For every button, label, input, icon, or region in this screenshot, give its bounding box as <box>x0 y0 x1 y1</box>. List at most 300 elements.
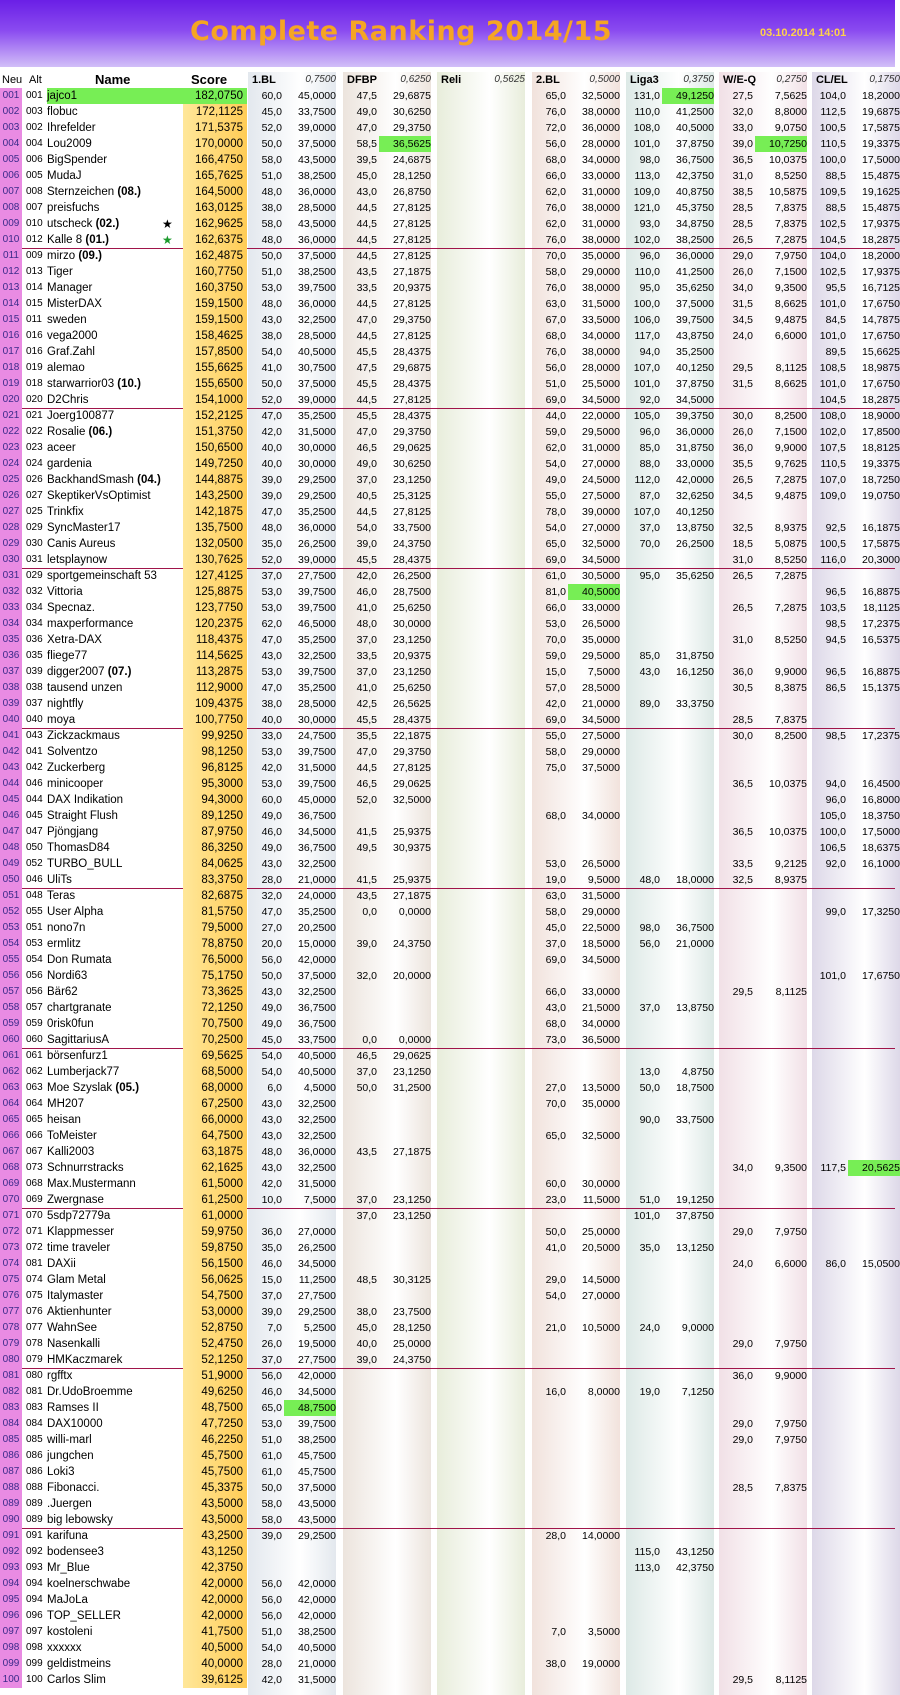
bl1-weighted: 19,5000 <box>298 1338 336 1350</box>
clel-weighted <box>848 648 900 664</box>
clel-points <box>812 1544 846 1560</box>
weq-weighted <box>755 1096 807 1112</box>
table-row <box>0 1336 895 1352</box>
weq-weighted: 7,5625 <box>774 90 807 102</box>
total-score: 165,7625 <box>183 168 247 184</box>
dfbp-points: 52,0 <box>356 794 377 806</box>
header-reli-label: Reli <box>441 74 462 86</box>
reli-weighted <box>473 280 525 296</box>
reli-weighted <box>473 1528 525 1544</box>
bl2-weighted <box>568 1448 620 1464</box>
liga3-points: 24,0 <box>639 1322 660 1334</box>
rank-new: 012 <box>0 264 22 280</box>
weq-points <box>719 936 753 952</box>
clel-points: 101,0 <box>819 298 846 310</box>
reli-points <box>437 584 471 600</box>
clel-points: 104,0 <box>819 250 846 262</box>
clel-weighted: 18,6375 <box>862 842 900 854</box>
total-score: 52,8750 <box>183 1320 247 1336</box>
total-score: 56,1500 <box>183 1256 247 1272</box>
table-row <box>0 824 900 840</box>
bl2-weighted <box>568 1304 620 1320</box>
liga3-weighted <box>662 712 714 728</box>
weq-weighted: 8,2500 <box>774 410 807 422</box>
weq-weighted <box>755 1576 807 1592</box>
clel-weighted: 17,5000 <box>862 154 900 166</box>
bl2-points <box>532 1352 566 1368</box>
bl1-points: 58,0 <box>261 1498 282 1510</box>
bl2-weighted: 14,5000 <box>582 1274 620 1286</box>
previous-winner-tag: (04.) <box>133 474 161 486</box>
clel-points: 108,0 <box>819 410 846 422</box>
player-name: karifuna <box>47 1530 88 1542</box>
liga3-weighted <box>662 616 714 632</box>
bl1-points: 56,0 <box>261 1594 282 1606</box>
bl1-weighted: 24,7500 <box>298 730 336 742</box>
liga3-points <box>626 888 660 904</box>
weq-points <box>719 1640 753 1656</box>
dfbp-weighted: 27,8125 <box>393 234 431 246</box>
reli-weighted <box>473 552 525 568</box>
weq-weighted: 8,3875 <box>774 682 807 694</box>
rank-new: 016 <box>0 328 22 344</box>
dfbp-points <box>343 1624 377 1640</box>
weq-points <box>719 1016 753 1032</box>
liga3-weighted <box>662 1336 714 1352</box>
bl2-weighted: 28,0000 <box>582 138 620 150</box>
reli-weighted <box>473 392 525 408</box>
bl1-points: 62,0 <box>261 618 282 630</box>
weq-points: 29,0 <box>732 1434 753 1446</box>
weq-points: 31,0 <box>732 170 753 182</box>
bl1-weighted: 39,0000 <box>298 554 336 566</box>
weq-weighted: 7,8375 <box>774 1482 807 1494</box>
total-score: 43,2500 <box>183 1528 247 1544</box>
rank-old: 081 <box>26 1258 43 1269</box>
previous-winner-tag: (05.) <box>112 1082 140 1094</box>
total-score: 112,9000 <box>183 680 247 696</box>
rank-old: 047 <box>26 826 43 837</box>
total-score: 95,3000 <box>183 776 247 792</box>
bl1-points: 51,0 <box>261 1434 282 1446</box>
bl1-points: 43,0 <box>261 1098 282 1110</box>
weq-weighted <box>755 1592 807 1608</box>
total-score: 154,1000 <box>183 392 247 408</box>
liga3-weighted: 39,3750 <box>676 410 714 422</box>
weq-weighted: 9,4875 <box>774 314 807 326</box>
reli-points <box>437 328 471 344</box>
weq-points: 35,5 <box>732 458 753 470</box>
player-name: Don Rumata <box>47 954 112 966</box>
clel-weighted: 17,2375 <box>862 730 900 742</box>
total-score: 68,5000 <box>183 1064 247 1080</box>
clel-weighted <box>848 1224 900 1240</box>
bl1-weighted: 28,5000 <box>298 330 336 342</box>
dfbp-points: 45,5 <box>356 410 377 422</box>
clel-weighted <box>848 1624 900 1640</box>
weq-weighted <box>755 1208 807 1224</box>
reli-points <box>437 1368 471 1384</box>
total-score: 72,1250 <box>183 1000 247 1016</box>
player-name: starwarrior03 (10.) <box>47 378 141 390</box>
bl2-points <box>532 1208 566 1224</box>
clel-weighted <box>848 1368 900 1384</box>
rank-new: 066 <box>0 1128 22 1144</box>
reli-points <box>437 856 471 872</box>
clel-points <box>812 1240 846 1256</box>
table-row <box>0 968 900 984</box>
total-score: 49,6250 <box>183 1384 247 1400</box>
bl1-points: 53,0 <box>261 666 282 678</box>
liga3-points <box>626 1176 660 1192</box>
dfbp-weighted <box>379 1464 431 1480</box>
bl2-weighted <box>568 1256 620 1272</box>
bl2-points: 23,0 <box>545 1194 566 1206</box>
bl2-points <box>532 1480 566 1496</box>
reli-points <box>437 712 471 728</box>
liga3-weighted: 18,0000 <box>676 874 714 886</box>
rank-new: 001 <box>0 88 22 104</box>
player-name: mirzo (09.) <box>47 250 102 262</box>
liga3-weighted <box>662 1176 714 1192</box>
bl1-points: 48,0 <box>261 298 282 310</box>
liga3-weighted: 32,6250 <box>676 490 714 502</box>
reli-points <box>437 568 471 584</box>
rank-new: 072 <box>0 1224 22 1240</box>
liga3-points <box>626 1096 660 1112</box>
clel-weighted: 17,5000 <box>862 826 900 838</box>
bl2-weighted: 27,0000 <box>582 1290 620 1302</box>
dfbp-weighted <box>379 1176 431 1192</box>
dfbp-points: 45,0 <box>356 1322 377 1334</box>
clel-points <box>812 1208 846 1224</box>
clel-weighted: 14,7875 <box>862 314 900 326</box>
total-score: 67,2500 <box>183 1096 247 1112</box>
title-banner <box>0 0 895 67</box>
rank-old: 005 <box>26 170 43 181</box>
liga3-weighted <box>662 1448 714 1464</box>
bl2-points: 69,0 <box>545 554 566 566</box>
liga3-weighted <box>662 1352 714 1368</box>
bl2-weighted: 31,0000 <box>582 442 620 454</box>
reli-points <box>437 920 471 936</box>
reli-weighted <box>473 1464 525 1480</box>
rank-old: 076 <box>26 1306 43 1317</box>
liga3-points <box>626 776 660 792</box>
bl2-weighted: 29,0000 <box>582 746 620 758</box>
weq-points <box>719 1496 753 1512</box>
reli-weighted <box>473 1208 525 1224</box>
reli-points <box>437 984 471 1000</box>
bl2-weighted <box>568 1144 620 1160</box>
bl1-weighted: 45,7500 <box>298 1466 336 1478</box>
clel-weighted <box>848 568 900 584</box>
total-score: 52,1250 <box>183 1352 247 1368</box>
clel-points <box>812 1368 846 1384</box>
bl2-points <box>532 1672 566 1688</box>
weq-points: 34,0 <box>732 282 753 294</box>
clel-weighted <box>848 952 900 968</box>
reli-weighted <box>473 440 525 456</box>
rank-old: 053 <box>26 938 43 949</box>
total-score: 41,7500 <box>183 1624 247 1640</box>
bl2-weighted: 34,5000 <box>582 954 620 966</box>
rank-new: 040 <box>0 712 22 728</box>
rank-old: 068 <box>26 1178 43 1189</box>
table-row <box>0 264 900 280</box>
weq-points: 34,5 <box>732 490 753 502</box>
clel-weighted: 15,0500 <box>862 1258 900 1270</box>
reli-points <box>437 440 471 456</box>
reli-points <box>437 1624 471 1640</box>
reli-weighted <box>473 472 525 488</box>
weq-points <box>719 344 753 360</box>
weq-points: 26,5 <box>732 234 753 246</box>
bl2-points: 76,0 <box>545 346 566 358</box>
liga3-points <box>626 1672 660 1688</box>
clel-weighted: 20,3000 <box>862 554 900 566</box>
bl2-points: 59,0 <box>545 650 566 662</box>
clel-weighted <box>848 1672 900 1688</box>
dfbp-points: 45,5 <box>356 554 377 566</box>
dfbp-points: 37,0 <box>356 474 377 486</box>
bl2-points: 56,0 <box>545 138 566 150</box>
weq-points: 29,0 <box>732 1226 753 1238</box>
rank-old: 001 <box>26 90 43 101</box>
liga3-points <box>626 680 660 696</box>
bl1-points: 42,0 <box>261 762 282 774</box>
player-name: User Alpha <box>47 906 104 918</box>
table-row <box>0 1128 895 1144</box>
liga3-weighted: 31,8750 <box>676 650 714 662</box>
previous-winner-tag: (08.) <box>114 186 141 198</box>
bl2-points: 53,0 <box>545 618 566 630</box>
bl2-points: 69,0 <box>545 714 566 726</box>
bl2-weighted: 35,0000 <box>582 1098 620 1110</box>
table-row <box>0 1560 895 1576</box>
bl1-weighted: 39,7500 <box>298 586 336 598</box>
liga3-points <box>626 1304 660 1320</box>
weq-weighted: 9,9000 <box>774 666 807 678</box>
table-row <box>0 520 900 536</box>
table-row <box>0 1112 895 1128</box>
dfbp-points: 44,5 <box>356 202 377 214</box>
rank-old: 096 <box>26 1610 43 1621</box>
bl1-weighted: 39,0000 <box>298 394 336 406</box>
liga3-points: 35,0 <box>639 1242 660 1254</box>
liga3-points <box>626 1144 660 1160</box>
total-score: 109,4375 <box>183 696 247 712</box>
total-score: 94,3000 <box>183 792 247 808</box>
reli-points <box>437 1192 471 1208</box>
liga3-points: 98,0 <box>639 922 660 934</box>
player-name: Moe Szyslak (05.) <box>47 1082 140 1094</box>
bl1-points: 43,0 <box>261 650 282 662</box>
dfbp-weighted: 28,4375 <box>393 346 431 358</box>
liga3-weighted <box>662 1528 714 1544</box>
liga3-weighted <box>662 1496 714 1512</box>
liga3-weighted <box>662 1480 714 1496</box>
bl2-weighted: 27,5000 <box>582 730 620 742</box>
bl2-points <box>532 1608 566 1624</box>
clel-points: 98,5 <box>825 618 846 630</box>
liga3-points: 89,0 <box>639 698 660 710</box>
clel-weighted <box>848 1304 900 1320</box>
total-score: 61,0000 <box>183 1208 247 1224</box>
rank-old: 061 <box>26 1050 43 1061</box>
weq-weighted <box>755 1080 807 1096</box>
weq-points <box>719 920 753 936</box>
liga3-points: 85,0 <box>639 442 660 454</box>
rank-new: 043 <box>0 760 22 776</box>
table-row <box>0 648 895 664</box>
player-name: SkeptikerVsOptimist <box>47 490 151 502</box>
total-score: 73,3625 <box>183 984 247 1000</box>
dfbp-weighted: 29,6875 <box>393 362 431 374</box>
bl2-weighted: 32,5000 <box>582 538 620 550</box>
rank-new: 091 <box>0 1528 22 1544</box>
reli-points <box>437 1224 471 1240</box>
liga3-weighted: 18,7500 <box>676 1082 714 1094</box>
bl1-weighted: 40,5000 <box>298 1050 336 1062</box>
bl2-points: 54,0 <box>545 1290 566 1302</box>
weq-points <box>719 1288 753 1304</box>
total-score: 160,3750 <box>183 280 247 296</box>
weq-points: 26,5 <box>732 570 753 582</box>
previous-winner-tag: (10.) <box>114 378 141 390</box>
bl2-weighted: 26,5000 <box>582 858 620 870</box>
weq-points <box>719 1560 753 1576</box>
bl2-points <box>532 1560 566 1576</box>
reli-weighted <box>473 1672 525 1688</box>
total-score: 40,5000 <box>183 1640 247 1656</box>
reli-weighted <box>473 760 525 776</box>
player-name: Specnaz. <box>47 602 95 614</box>
dfbp-weighted <box>379 1224 431 1240</box>
bl1-points: 43,0 <box>261 858 282 870</box>
bl1-weighted: 33,7500 <box>298 1034 336 1046</box>
table-row <box>0 1080 895 1096</box>
rank-new: 060 <box>0 1032 22 1048</box>
liga3-points: 112,0 <box>634 474 660 486</box>
liga3-points <box>626 1400 660 1416</box>
reli-weighted <box>473 1448 525 1464</box>
clel-points <box>812 1224 846 1240</box>
reli-weighted <box>473 824 525 840</box>
dfbp-points <box>343 1656 377 1672</box>
table-row <box>0 104 900 120</box>
weq-points: 29,5 <box>732 362 753 374</box>
reli-points <box>437 1528 471 1544</box>
weq-points <box>719 744 753 760</box>
rank-new: 035 <box>0 632 22 648</box>
table-row <box>0 152 900 168</box>
clel-weighted <box>848 1352 900 1368</box>
reli-weighted <box>473 1256 525 1272</box>
clel-points <box>812 1352 846 1368</box>
bl1-points: 53,0 <box>261 746 282 758</box>
previous-winner-tag: (01.) <box>82 234 110 246</box>
bl2-points <box>532 1160 566 1176</box>
reli-points <box>437 1416 471 1432</box>
bl1-points: 38,0 <box>261 698 282 710</box>
player-name: Zuckerberg <box>47 762 106 774</box>
reli-weighted <box>473 776 525 792</box>
total-score: 152,2125 <box>183 408 247 424</box>
rank-old: 072 <box>26 1242 43 1253</box>
dfbp-weighted <box>379 920 431 936</box>
bl2-points: 72,0 <box>545 122 566 134</box>
liga3-points <box>626 744 660 760</box>
clel-points: 112,5 <box>820 106 846 118</box>
weq-points: 29,0 <box>732 1418 753 1430</box>
total-score: 163,0125 <box>183 200 247 216</box>
table-row <box>0 280 900 296</box>
total-score: 39,6125 <box>183 1672 247 1688</box>
total-score: 68,0000 <box>183 1080 247 1096</box>
clel-points <box>812 1416 846 1432</box>
rank-old: 012 <box>26 234 43 245</box>
dfbp-weighted: 23,1250 <box>393 474 431 486</box>
bl1-points: 46,0 <box>261 1258 282 1270</box>
dfbp-points: 37,0 <box>356 1194 377 1206</box>
liga3-weighted: 42,0000 <box>676 474 714 486</box>
table-row <box>0 760 895 776</box>
reli-weighted <box>473 568 525 584</box>
table-row <box>0 392 900 408</box>
bl2-weighted: 29,5000 <box>582 426 620 438</box>
table-row <box>0 296 900 312</box>
bl1-weighted: 7,5000 <box>303 1194 336 1206</box>
reli-weighted <box>473 1080 525 1096</box>
bl1-weighted <box>284 1544 336 1560</box>
rank-old: 043 <box>26 730 43 741</box>
bl2-points: 55,0 <box>545 730 566 742</box>
player-name: Lou2009 <box>47 138 92 150</box>
clel-points <box>812 1640 846 1656</box>
dfbp-weighted: 29,3750 <box>393 426 431 438</box>
bl1-weighted: 36,0000 <box>298 234 336 246</box>
bl2-weighted: 38,0000 <box>582 282 620 294</box>
bl2-weighted <box>568 1672 620 1688</box>
player-name: Canis Aureus <box>47 538 116 550</box>
liga3-points <box>626 792 660 808</box>
bl1-points: 47,0 <box>261 410 282 422</box>
clel-weighted <box>848 1000 900 1016</box>
bl1-weighted: 31,5000 <box>298 762 336 774</box>
clel-points: 109,5 <box>819 186 846 198</box>
reli-points <box>437 168 471 184</box>
liga3-weighted: 26,2500 <box>676 538 714 550</box>
liga3-weighted <box>662 1224 714 1240</box>
bl2-weighted: 35,0000 <box>582 250 620 262</box>
weq-weighted: 7,9750 <box>774 1226 807 1238</box>
weq-points: 30,5 <box>732 682 753 694</box>
dfbp-points: 46,0 <box>356 586 377 598</box>
table-row <box>0 376 900 392</box>
total-score: 162,4875 <box>183 248 247 264</box>
table-row <box>0 488 900 504</box>
total-score: 162,9625 <box>183 216 247 232</box>
clel-weighted: 17,9375 <box>862 218 900 230</box>
clel-weighted <box>848 1128 900 1144</box>
reli-weighted <box>473 1432 525 1448</box>
bl1-weighted: 46,5000 <box>298 618 336 630</box>
weq-points: 26,5 <box>732 474 753 486</box>
player-name: kostoleni <box>47 1626 93 1638</box>
clel-weighted <box>848 1400 900 1416</box>
clel-weighted: 17,8500 <box>862 426 900 438</box>
